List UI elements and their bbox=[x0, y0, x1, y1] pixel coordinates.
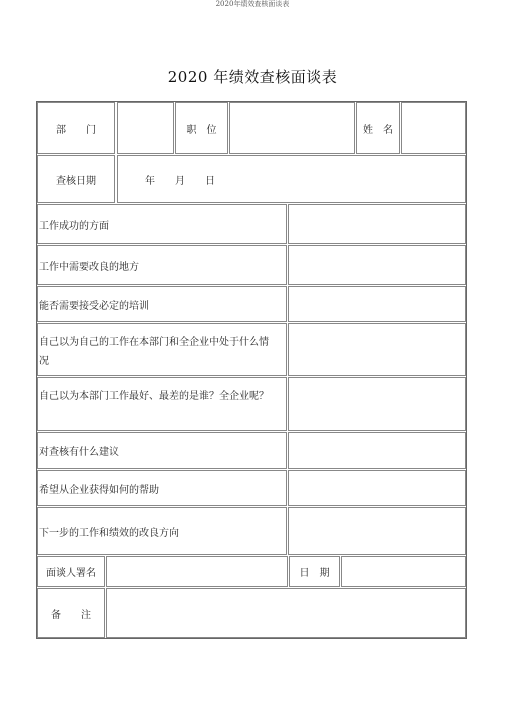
question-label-2: 工作中需要改良的地方 bbox=[37, 245, 287, 285]
interviewer-signature-field[interactable] bbox=[106, 556, 288, 587]
answer-field-1[interactable] bbox=[288, 204, 466, 244]
question-label-8: 下一步的工作和绩效的改良方向 bbox=[37, 507, 287, 555]
question-label-7: 希望从企业获得如何的帮助 bbox=[37, 470, 287, 506]
question-text-4: 自己以为自己的工作在本部门和全企业中处于什么情况 bbox=[39, 337, 269, 367]
name-field[interactable] bbox=[401, 102, 466, 154]
answer-field-3[interactable] bbox=[288, 286, 466, 322]
signature-date-field[interactable] bbox=[341, 556, 466, 587]
name-label: 姓 名 bbox=[356, 102, 400, 154]
question-label-5 bbox=[37, 377, 287, 431]
position-field[interactable] bbox=[229, 102, 355, 154]
question-label-6: 对查核有什么建议 bbox=[37, 432, 287, 469]
question-label-1: 工作成功的方面 bbox=[37, 204, 287, 244]
review-date-label: 查核日期 bbox=[37, 155, 115, 203]
question-label-4 bbox=[37, 323, 287, 376]
interviewer-signature-label: 面谈人署名 bbox=[37, 556, 105, 587]
question-label-3: 能否需要接受必定的培训 bbox=[37, 286, 287, 322]
answer-field-7[interactable] bbox=[288, 470, 466, 506]
department-label: 部 门 bbox=[37, 102, 115, 154]
remarks-field[interactable] bbox=[106, 588, 466, 638]
question-text-5: 自己以为本部门工作最好、最差的是谁？全企业呢？ bbox=[39, 391, 269, 402]
form-title: 2020 年绩效查核面谈表 bbox=[167, 68, 338, 86]
answer-field-5[interactable] bbox=[288, 377, 466, 431]
position-label: 职 位 bbox=[175, 102, 228, 154]
answer-field-2[interactable] bbox=[288, 245, 466, 285]
signature-date-label: 日 期 bbox=[289, 556, 340, 587]
review-date-field[interactable] bbox=[117, 155, 466, 203]
answer-field-6[interactable] bbox=[288, 432, 466, 469]
answer-field-4[interactable] bbox=[288, 323, 466, 376]
review-date-placeholder: 年 月 日 bbox=[145, 175, 215, 187]
answer-field-8[interactable] bbox=[288, 507, 466, 555]
running-header: 2020年绩效查核面谈表 bbox=[215, 0, 290, 8]
remarks-label: 备 注 bbox=[37, 588, 105, 638]
department-field[interactable] bbox=[117, 102, 174, 154]
